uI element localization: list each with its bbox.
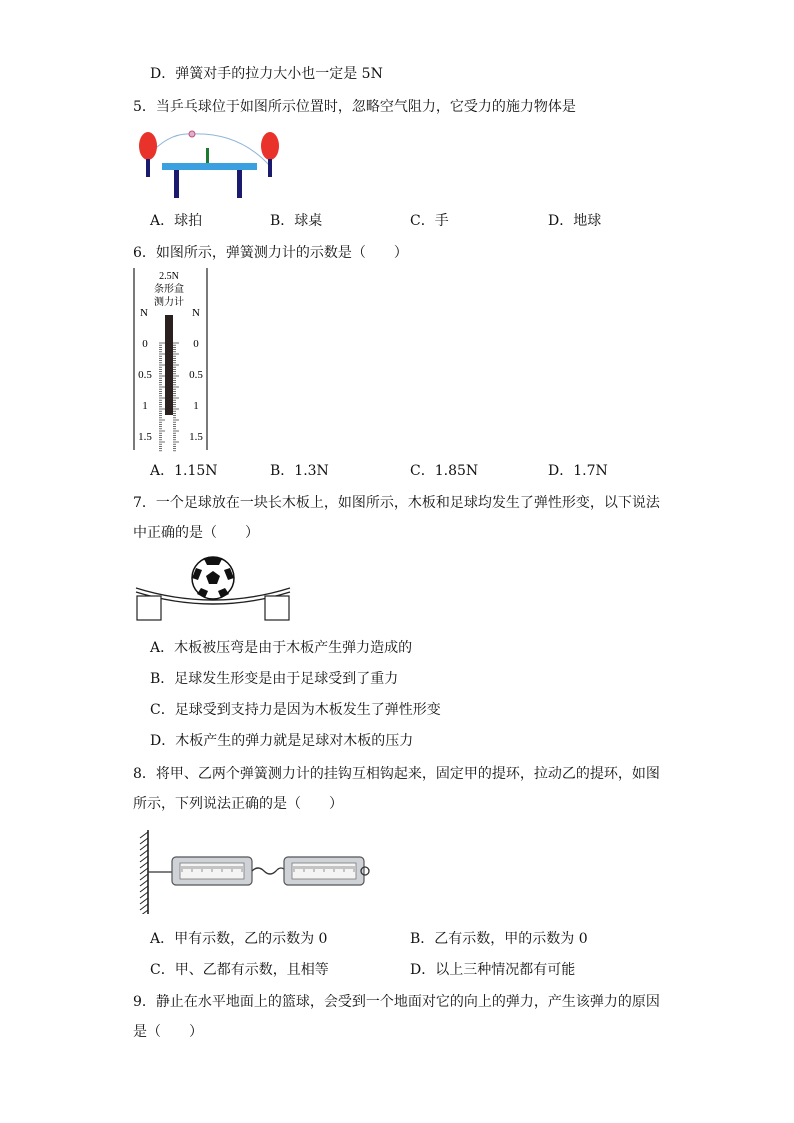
scale-right-1: 1	[193, 400, 199, 412]
spring-scale-b	[284, 857, 364, 885]
q5-option-c: C．手	[410, 213, 449, 229]
q6-option-d: D．1.7N	[548, 463, 608, 479]
left-paddle-icon	[139, 132, 157, 160]
spring-scale-a	[172, 857, 252, 885]
scale-right-0: 0	[193, 338, 199, 350]
table-top	[162, 163, 257, 170]
scale-right-1.5: 1.5	[189, 431, 203, 443]
q8-option-d: D．以上三种情况都有可能	[410, 962, 576, 978]
q7-option-b: B．足球发生形变是由于足球受到了重力	[150, 671, 399, 687]
ping-pong-ball	[189, 131, 195, 137]
table-net	[206, 148, 209, 163]
q6-option-c: C．1.85N	[410, 463, 479, 479]
gauge-header-1: 2.5N	[159, 271, 179, 282]
q5-option-b: B．球桌	[270, 213, 323, 229]
scale-left-1: 1	[142, 400, 148, 412]
q6-option-b: B．1.3N	[270, 463, 329, 479]
right-paddle-icon	[261, 132, 279, 160]
q7-option-d: D．木板产生的弹力就是足球对木板的压力	[150, 733, 414, 749]
scale-left-0: 0	[142, 338, 148, 350]
q8-option-c: C．甲、乙都有示数，且相等	[150, 962, 329, 978]
q8-option-a: A．甲有示数，乙的示数为 0	[150, 931, 328, 947]
q8-stem-line2: 所示，下列说法正确的是（ ）	[133, 796, 343, 812]
q8-two-spring-scales-figure	[134, 830, 370, 914]
unit-right: N	[192, 307, 200, 319]
q7-option-c: C．足球受到支持力是因为木板发生了弹性形变	[150, 702, 441, 718]
q6-stem: 6．如图所示，弹簧测力计的示数是（ ）	[133, 245, 408, 261]
q6-option-a: A．1.15N	[150, 463, 218, 479]
q4-option-d: D．弹簧对手的拉力大小也一定是 5N	[150, 66, 383, 82]
q9-stem-line1: 9．静止在水平地面上的篮球，会受到一个地面对它的向上的弹力，产生该弹力的原因	[133, 994, 660, 1010]
gauge-header-2: 条形盒	[154, 284, 184, 295]
q8-option-b: B．乙有示数，甲的示数为 0	[410, 931, 588, 947]
q6-spring-scale-figure	[131, 268, 211, 456]
q5-option-d: D．地球	[548, 213, 602, 229]
left-support-block	[137, 596, 161, 620]
q5-table-tennis-figure	[134, 126, 284, 200]
q7-option-a: A．木板被压弯是由于木板产生弹力造成的	[150, 640, 413, 656]
q5-option-a: A．球拍	[150, 213, 203, 229]
gauge-pointer-bar	[165, 315, 173, 415]
hooks-linked	[252, 868, 286, 874]
football-icon	[192, 557, 234, 599]
scale-left-0.5: 0.5	[138, 369, 152, 381]
scale-right-0.5: 0.5	[189, 369, 203, 381]
unit-left: N	[140, 307, 148, 319]
q7-stem-line2: 中正确的是（ ）	[133, 525, 259, 541]
right-support-block	[265, 596, 289, 620]
q7-stem-line1: 7．一个足球放在一块长木板上，如图所示，木板和足球均发生了弹性形变，以下说法	[133, 495, 660, 511]
q7-football-board-figure	[134, 556, 292, 622]
q5-stem: 5．当乒乓球位于如图所示位置时，忽略空气阻力，它受力的施力物体是	[133, 99, 576, 115]
scale-left-1.5: 1.5	[138, 431, 152, 443]
gauge-header-3: 测力计	[154, 297, 184, 308]
q8-stem-line1: 8．将甲、乙两个弹簧测力计的挂钩互相钩起来，固定甲的提环，拉动乙的提环，如图	[133, 766, 660, 782]
q9-stem-line2: 是（ ）	[133, 1024, 203, 1040]
